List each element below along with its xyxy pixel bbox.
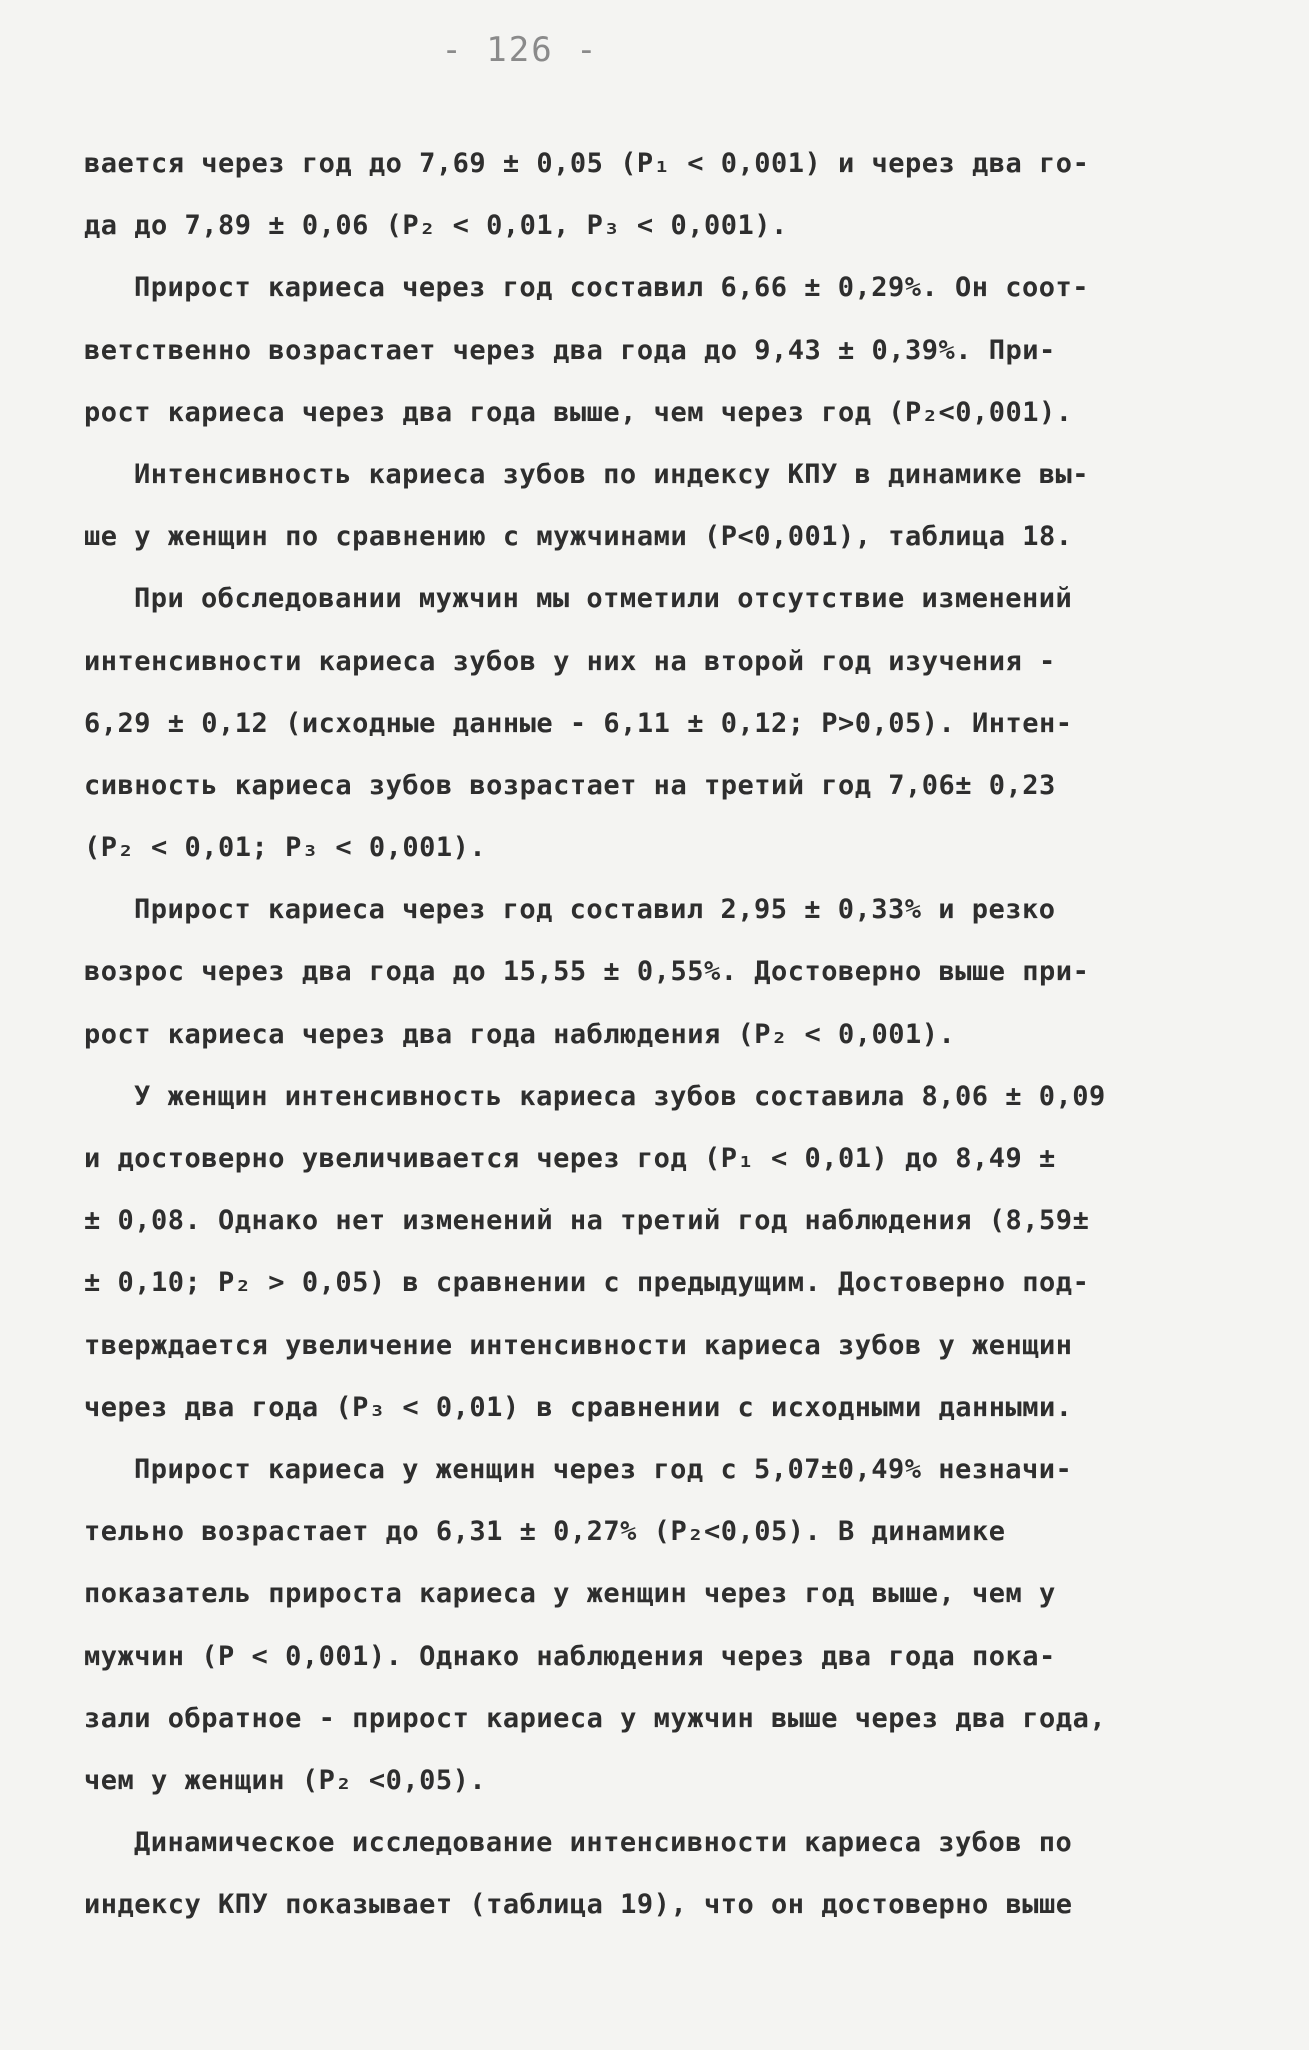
- text-line: чем у женщин (P₂ <0,05).: [84, 1764, 487, 1796]
- text-line: зали обратное - прирост кариеса у мужчин выше через два года,: [84, 1702, 1107, 1734]
- text-line: (P₂ < 0,01; P₃ < 0,001).: [84, 832, 487, 864]
- text-line: да до 7,89 ± 0,06 (P₂ < 0,01, P₃ < 0,001).: [84, 210, 788, 242]
- text-line: вается через год до 7,69 ± 0,05 (P₁ < 0,001) и через два го-: [84, 148, 1090, 179]
- text-line: и достоверно увеличивается через год (P₁ < 0,01) до 8,49 ±: [84, 1143, 1056, 1174]
- text-line: ветственно возрастает через два года до 9,43 ± 0,39%. При-: [84, 334, 1056, 366]
- text-line: возрос через два года до 15,55 ± 0,55%. Достоверно выше при-: [84, 956, 1090, 988]
- body-text: [84, 133, 1234, 1936]
- text-line: При обследовании мужчин мы отметили отсутствие изменений: [134, 583, 1073, 615]
- text-line: ± 0,10; P₂ > 0,05) в сравнении с предыдущим. Достоверно под-: [84, 1267, 1090, 1299]
- text-line: через два года (P₃ < 0,01) в сравнении с исходными данными.: [84, 1391, 1073, 1423]
- text-line: тельно возрастает до 6,31 ± 0,27% (P₂<0,05). В динамике: [84, 1516, 1006, 1548]
- text-line: индексу КПУ показывает (таблица 19), что он достоверно выше: [84, 1889, 1073, 1921]
- text-line: ± 0,08. Однако нет изменений на третий год наблюдения (8,59±: [84, 1205, 1090, 1237]
- text-line: сивность кариеса зубов возрастает на третий год 7,06± 0,23: [84, 769, 1056, 801]
- text-line: У женщин интенсивность кариеса зубов составила 8,06 ± 0,09: [134, 1080, 1106, 1112]
- text-line: мужчин (P < 0,001). Однако наблюдения через два года пока-: [84, 1640, 1056, 1672]
- text-line: Интенсивность кариеса зубов по индексу КПУ в динамике вы-: [134, 458, 1090, 490]
- text-line: Прирост кариеса через год составил 2,95 ± 0,33% и резко: [134, 894, 1056, 926]
- text-line: интенсивности кариеса зубов у них на второй год изучения -: [84, 645, 1056, 677]
- text-line: рост кариеса через два года наблюдения (P₂ < 0,001).: [84, 1018, 956, 1050]
- text-line: Прирост кариеса через год составил 6,66 ± 0,29%. Он соот-: [134, 272, 1090, 304]
- text-line: 6,29 ± 0,12 (исходные данные - 6,11 ± 0,12; P>0,05). Интен-: [84, 707, 1073, 739]
- text-line: Динамическое исследование интенсивности кариеса зубов по: [134, 1827, 1073, 1859]
- text-line: тверждается увеличение интенсивности кариеса зубов у женщин: [84, 1329, 1073, 1361]
- text-line: Прирост кариеса у женщин через год с 5,07±0,49% незначи-: [134, 1453, 1073, 1485]
- text-line: показатель прироста кариеса у женщин через год выше, чем у: [84, 1578, 1056, 1610]
- text-line: ше у женщин по сравнению с мужчинами (P<0,001), таблица 18.: [84, 521, 1073, 553]
- page-number: - 126 -: [441, 30, 599, 70]
- text-line: рост кариеса через два года выше, чем через год (P₂<0,001).: [84, 396, 1073, 428]
